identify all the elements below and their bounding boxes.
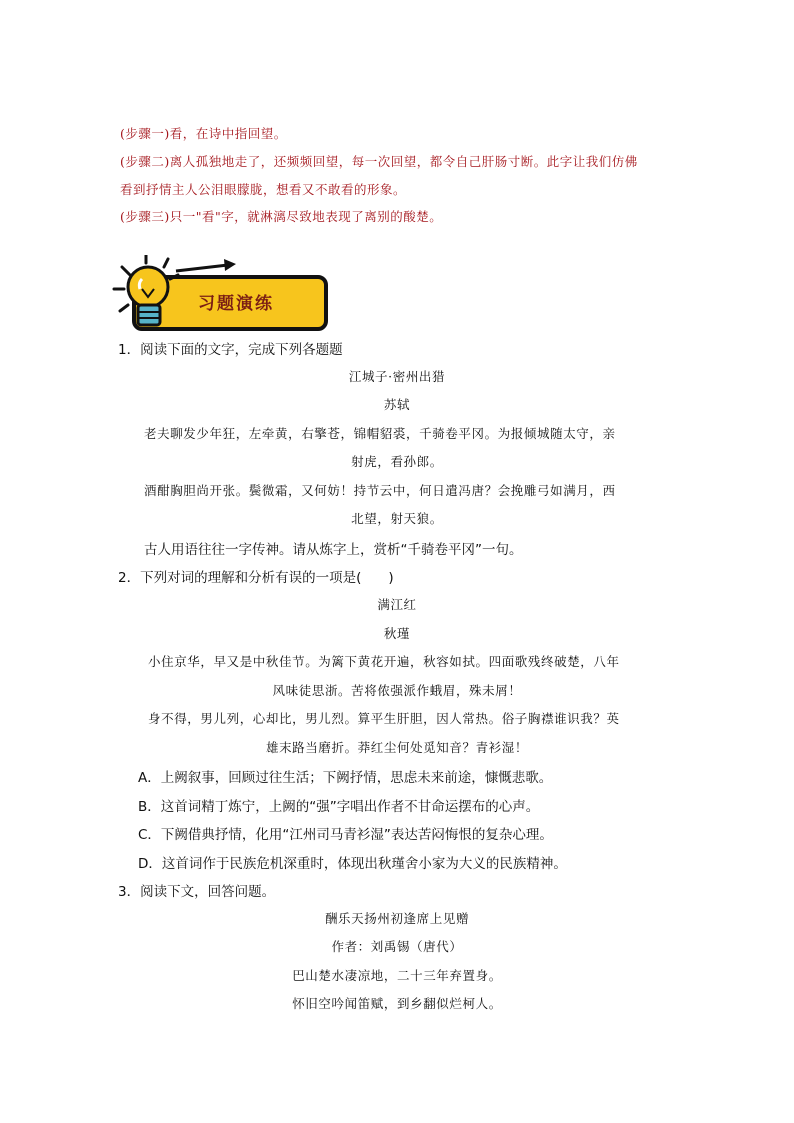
question-1-poem-line: 北望，射天狼。 — [351, 511, 443, 526]
step-two-continued: 看到抒情主人公泪眼朦胧，想看又不敢看的形象。 — [120, 182, 407, 197]
question-2-option-c: C．下阙借典抒情，化用“江州司马青衫湿”表达苦闷悔恨的复杂心理。 — [138, 827, 553, 843]
question-2-poem-title: 满江红 — [377, 597, 417, 612]
question-1-poem-line: 酒酣胸胆尚开张。鬓微霜，又何妨！持节云中，何日遣冯唐？会挽雕弓如满月，西 — [144, 483, 616, 498]
question-2-option-b: B．这首词精丁炼宁，上阙的“强”字唱出作者不甘命运摆布的心声。 — [138, 799, 540, 815]
lightbulb-icon — [112, 255, 324, 337]
question-1-poem-line: 老夫聊发少年狂，左牵黄，右擎苍，锦帽貂裘，千骑卷平冈。为报倾城随太守，亲 — [144, 426, 616, 441]
question-2-option-d: D．这首词作于民族危机深重时，体现出秋瑾舍小家为大义的民族精神。 — [138, 856, 567, 872]
banner-label: 习题演练 — [198, 294, 274, 314]
question-1-poem-line: 射虎，看孙郎。 — [351, 454, 443, 469]
question-3-poem-title: 酬乐天扬州初逢席上见赠 — [324, 911, 470, 926]
question-1-poem-author: 苏轼 — [383, 397, 411, 412]
question-2-poem-line: 风味徒思浙。苦将侬强派作蛾眉，殊未屑！ — [272, 683, 522, 698]
step-three: (步骤三)只一"看"字，就淋漓尽致地表现了离别的酸楚。 — [120, 209, 443, 224]
step-two: (步骤二)离人孤独地走了，还频频回望，每一次回望，都令自己肝肠寸断。此字让我们仿佛 — [120, 154, 638, 169]
question-3-poem-line: 怀旧空吟闻笛赋，到乡翻似烂柯人。 — [292, 996, 502, 1011]
question-2-poem-line: 小住京华，早又是中秋佳节。为篱下黄花开遍，秋容如拭。四面歌残终破楚，八年 — [148, 654, 620, 669]
question-3-prompt: 3．阅读下文，回答问题。 — [118, 884, 276, 900]
question-2-option-a: A．上阙叙事，回顾过往生活；下阙抒情，思虑未来前途，慷慨悲歌。 — [138, 770, 553, 786]
question-2-prompt: 2．下列对词的理解和分析有误的一项是( ) — [118, 570, 394, 586]
step-one: (步骤一)看，在诗中指回望。 — [120, 126, 287, 141]
question-2-poem-author: 秋瑾 — [383, 626, 411, 641]
question-2-poem-line: 身不得，男儿列，心却比，男儿烈。算平生肝胆，因人常热。俗子胸襟谁识我？英 — [148, 711, 620, 726]
question-1-prompt: 1．阅读下面的文字，完成下列各题题 — [118, 342, 343, 358]
question-1-task: 古人用语往往一字传神。请从炼字上，赏析“千骑卷平冈”一句。 — [144, 542, 523, 558]
question-2-poem-line: 雄末路当磨折。莽红尘何处觅知音？青衫湿！ — [265, 740, 528, 755]
question-3-poem-author: 作者：刘禹锡（唐代） — [331, 939, 463, 954]
exercise-banner — [112, 255, 324, 337]
question-1-poem-title: 江城子·密州出猎 — [348, 369, 446, 384]
question-3-poem-line: 巴山楚水凄凉地，二十三年弃置身。 — [292, 968, 502, 983]
